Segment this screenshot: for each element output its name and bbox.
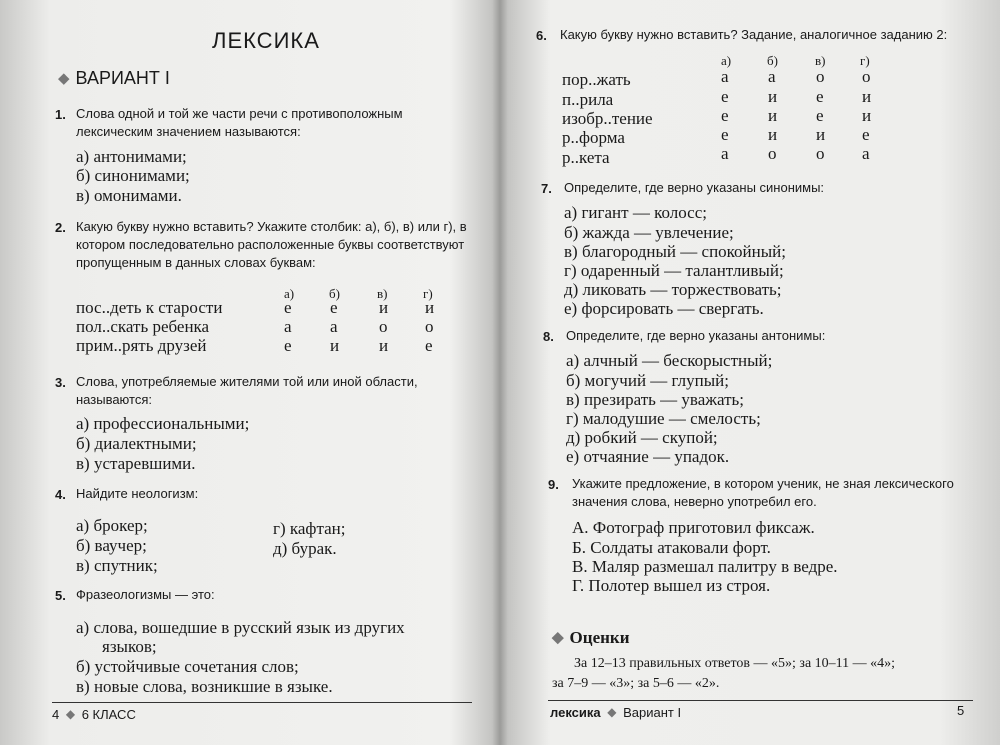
q3-answer-a: а) профессиональными; <box>76 414 250 433</box>
q1-answer-b: б) синонимами; <box>76 166 190 185</box>
q8-answer-a: а) алчный — бескорыстный; <box>566 351 773 370</box>
question-2-text: Какую букву нужно вставить? Укажите столбик: а), б), в) или г), в котором последовательно расположенные буквы соответствуют пропущенным в данных словах буквам: <box>76 219 467 270</box>
question-7-text: Определите, где верно указаны синонимы: <box>564 180 825 195</box>
q6-row-3-b: и <box>768 106 778 125</box>
q4-answer-c: в) спутник; <box>76 556 158 575</box>
question-4-number: 4. <box>55 487 66 502</box>
q3-answer-b: б) диалектными; <box>76 434 197 453</box>
q6-row-5-b: о <box>768 144 777 163</box>
q1-answer-a: а) антонимами; <box>76 147 187 166</box>
q6-row-5-a: а <box>721 144 729 163</box>
page-footer <box>52 707 136 722</box>
q6-row-4-b: и <box>768 125 778 144</box>
q2-row-1-a: е <box>284 298 292 317</box>
q5-answer-a: а) слова, вошедшие в русский язык из других <box>76 618 405 637</box>
q7-answer-c: в) благородный — спокойный; <box>564 242 786 261</box>
q6-row-1-b: а <box>768 67 776 86</box>
q4-answer-b: б) ваучер; <box>76 536 147 555</box>
footer-rule <box>52 702 472 703</box>
q2-row-3-a: е <box>284 336 292 355</box>
q2-row-2-a: а <box>284 317 292 336</box>
page-number: 4 <box>52 707 60 722</box>
q2-row-2-b: а <box>330 317 338 336</box>
section-label: лексика <box>550 705 601 720</box>
question-5-number: 5. <box>55 588 66 603</box>
question-4-text: Найдите неологизм: <box>76 486 199 501</box>
grades-title: Оценки <box>569 628 630 647</box>
question-3-number: 3. <box>55 375 66 390</box>
diamond-icon: ◆ <box>607 705 617 719</box>
q6-header-d: г) <box>860 53 870 68</box>
grade-label: 6 КЛАСС <box>81 707 136 722</box>
variant-label: ВАРИАНТ I <box>75 68 170 88</box>
q6-row-3-d: и <box>862 106 872 125</box>
q9-answer-a: А. Фотограф приготовил фиксаж. <box>572 518 815 537</box>
left-page <box>0 0 498 745</box>
question-6-number: 6. <box>536 28 547 43</box>
q9-answer-b: Б. Солдаты атаковали форт. <box>572 538 771 557</box>
question-2-number: 2. <box>55 220 66 235</box>
question-7-number: 7. <box>541 181 552 196</box>
q6-row-1-word: пор..жать <box>562 70 631 89</box>
q2-row-3-c: и <box>379 336 389 355</box>
q2-header-d: г) <box>423 286 433 301</box>
q7-answer-d: г) одаренный — талантливый; <box>564 261 784 280</box>
q8-answer-c: в) презирать — уважать; <box>566 390 744 409</box>
q6-row-1-a: а <box>721 67 729 86</box>
page-title: ЛЕКСИКА <box>212 28 320 53</box>
q6-header-b: б) <box>767 53 778 68</box>
q2-row-3-d: е <box>425 336 433 355</box>
q2-row-2-c: о <box>379 317 388 336</box>
q2-header-a: а) <box>284 286 295 301</box>
variant-heading <box>58 68 170 89</box>
q9-answer-d: Г. Полотер вышел из строя. <box>572 576 771 595</box>
q6-row-3-c: е <box>816 106 824 125</box>
q6-row-4-word: р..форма <box>562 128 625 147</box>
q2-header-b: б) <box>329 286 340 301</box>
q2-row-3-word: прим..рять друзей <box>76 336 207 355</box>
page-footer <box>550 705 681 720</box>
diamond-icon: ◆ <box>65 707 76 721</box>
q4-answer-a: а) брокер; <box>76 516 148 535</box>
q7-answer-f: е) форсировать — свергать. <box>564 299 764 318</box>
q2-row-1-b: е <box>330 298 338 317</box>
q2-row-2-word: пол..скать ребенка <box>76 317 210 336</box>
question-3-text: Слова, употребляемые жителями той или иной области, называются: <box>76 374 418 407</box>
question-1-number: 1. <box>55 107 66 122</box>
grades-heading <box>552 628 630 648</box>
q2-row-2-d: о <box>425 317 434 336</box>
q7-answer-e: д) ликовать — торжествовать; <box>564 280 782 299</box>
question-6-text: Какую букву нужно вставить? Задание, аналогичное заданию 2: <box>560 27 948 42</box>
q5-answer-c: в) новые слова, возникшие в языке. <box>76 677 333 696</box>
q4-answer-d: г) кафтан; <box>273 519 346 538</box>
q8-answer-f: е) отчаяние — упадок. <box>566 447 730 466</box>
footer-rule <box>548 700 973 701</box>
diamond-icon: ◆ <box>58 70 70 87</box>
question-8-text: Определите, где верно указаны антонимы: <box>566 328 826 343</box>
right-page <box>502 0 1000 745</box>
question-5-text: Фразеологизмы — это: <box>76 587 215 602</box>
q6-row-1-c: о <box>816 67 825 86</box>
q2-row-1-c: и <box>379 298 389 317</box>
q6-row-2-word: п..рила <box>562 90 614 109</box>
variant-footer-label: Вариант I <box>623 705 682 720</box>
page-number: 5 <box>957 703 965 718</box>
question-9-text: Укажите предложение, в котором ученик, не зная лексического значения слова, неверно употребил его. <box>572 476 954 509</box>
q6-row-3-word: изобр..тение <box>562 109 653 128</box>
question-1-text: Слова одной и той же части речи с противоположным лексическим значением называются: <box>76 106 403 139</box>
question-8-number: 8. <box>543 329 554 344</box>
q6-row-2-a: е <box>721 87 729 106</box>
q5-answer-b: б) устойчивые сочетания слов; <box>76 657 299 676</box>
q2-row-3-b: и <box>330 336 340 355</box>
q6-row-1-d: о <box>862 67 871 86</box>
q6-row-5-d: а <box>862 144 870 163</box>
q6-row-2-c: е <box>816 87 824 106</box>
q6-row-2-d: и <box>862 87 872 106</box>
q7-answer-b: б) жажда — увлечение; <box>564 223 734 242</box>
q5-answer-a-cont: языков; <box>102 637 157 656</box>
q6-header-c: в) <box>815 53 826 68</box>
q6-row-3-a: е <box>721 106 729 125</box>
q6-row-4-a: е <box>721 125 729 144</box>
q6-row-2-b: и <box>768 87 778 106</box>
q3-answer-c: в) устаревшими. <box>76 454 196 473</box>
q9-answer-c: В. Маляр размешал палитру в ведре. <box>572 557 838 576</box>
q8-answer-d: г) малодушие — смелость; <box>566 409 761 428</box>
diamond-icon: ◆ <box>552 630 564 646</box>
q6-row-4-c: и <box>816 125 826 144</box>
grades-line-2: за 7–9 — «3»; за 5–6 — «2». <box>552 676 720 691</box>
q4-answer-e: д) бурак. <box>273 539 337 558</box>
q2-header-c: в) <box>377 286 388 301</box>
q6-row-5-word: р..кета <box>562 148 610 167</box>
q6-row-4-d: е <box>862 125 870 144</box>
q7-answer-a: а) гигант — колосс; <box>564 203 707 222</box>
q8-answer-e: д) робкий — скупой; <box>566 428 718 447</box>
q2-row-1-word: пос..деть к старости <box>76 298 223 317</box>
q6-header-a: а) <box>721 53 732 68</box>
q1-answer-c: в) омонимами. <box>76 186 182 205</box>
q6-row-5-c: о <box>816 144 825 163</box>
question-9-number: 9. <box>548 477 559 492</box>
q2-row-1-d: и <box>425 298 435 317</box>
q8-answer-b: б) могучий — глупый; <box>566 371 729 390</box>
grades-line-1: За 12–13 правильных ответов — «5»; за 10–11 — «4»; <box>574 656 896 671</box>
